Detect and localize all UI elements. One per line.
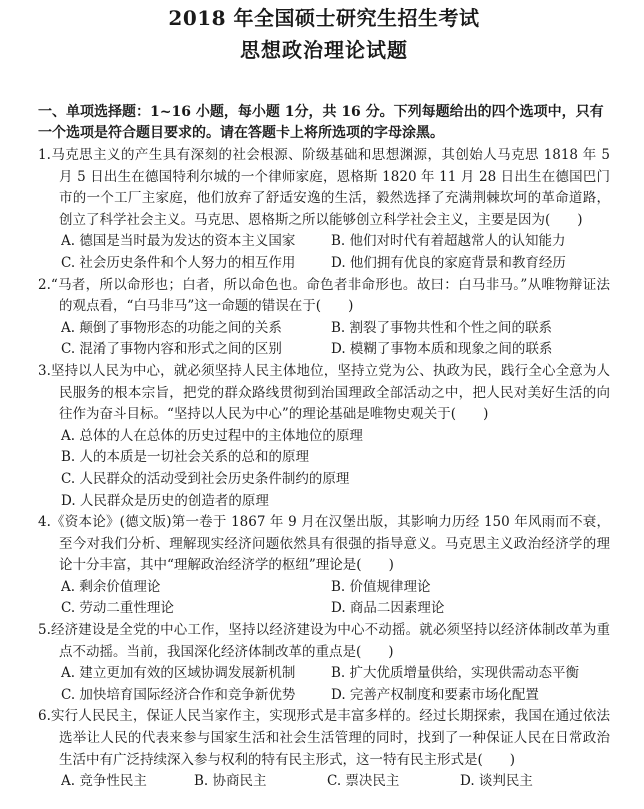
option-b[interactable]: B. 人的本质是一切社会关系的总和的原理: [61, 449, 310, 466]
question-2: [38, 275, 610, 361]
option-list: [38, 577, 610, 620]
option-list: [38, 426, 610, 512]
question-stem: [38, 145, 610, 231]
question-text: 实行人民民主，保证人民当家作主，实现形式是丰富多样的。经过长期探索，我国在通过依法选举让人民的代表来参与国家生活和社会生活管理的同时，找到了一种保证人民在日常政治生活中有广泛持续深入参与权利的特有民主形式，这一特有民主形式是( ): [50, 708, 610, 768]
question-number: 5.: [38, 622, 51, 639]
option-b[interactable]: B. 价值规律理论: [331, 578, 431, 595]
option-c[interactable]: C. 社会历史条件和个人努力的相互作用: [61, 254, 296, 271]
option-list: [38, 231, 610, 274]
question-number: 1.: [38, 147, 51, 163]
option-d[interactable]: D. 谈判民主: [460, 773, 533, 790]
option-a[interactable]: A. 颠倒了事物形态的功能之间的关系: [61, 319, 282, 336]
section-heading: 一、单项选择题：1~16 小题，每小题 1分，共 16 分。下列每题给出的四个选项中，只有一个选项是符合题目要求的。请在答题卡上将所选项的字母涂黑。: [38, 104, 604, 141]
option-c[interactable]: C. 劳动二重性理论: [61, 600, 174, 617]
option-b[interactable]: B. 割裂了事物共性和个性之间的联系: [331, 319, 553, 336]
option-c[interactable]: C. 人民群众的活动受到社会历史条件制约的原理: [61, 470, 350, 487]
question-number: 6.: [38, 708, 51, 725]
question-1: [38, 145, 610, 275]
question-stem: [38, 706, 610, 771]
option-a[interactable]: A. 剩余价值理论: [61, 578, 161, 595]
option-d[interactable]: D. 商品二因素理论: [331, 600, 445, 617]
question-text: 经济建设是全党的中心工作，坚持以经济建设为中心不动摇。就必须坚持以经济体制改革为重点不动摇。当前，我国深化经济体制改革的重点是( ): [50, 622, 610, 660]
option-a[interactable]: A. 德国是当时最为发达的资本主义国家: [61, 233, 296, 250]
option-d[interactable]: D. 完善产权制度和要素市场化配置: [331, 686, 539, 703]
question-stem: [38, 620, 610, 663]
question-number: 2.: [38, 276, 51, 293]
exam-title: 2018 年全国硕士研究生招生考试: [168, 6, 480, 30]
question-text: 坚持以人民为中心，就必须坚持人民主体地位，坚持立党为公、执政为民，践行全心全意为人民服务的根本宗旨，把党的群众路线贯彻到治国理政全部活动之中，把人民对美好生活的向往作为奋斗目标。“坚持以人民为中心”的理论基础是唯物史观关于( ): [50, 362, 610, 423]
question-stem: [38, 275, 610, 318]
question-stem: [38, 512, 610, 577]
option-c[interactable]: C. 混淆了事物内容和形式之间的区别: [61, 341, 282, 358]
question-list: [38, 145, 610, 793]
option-a[interactable]: A. 建立更加有效的区域协调发展新机制: [61, 665, 296, 682]
question-text: 马克思主义的产生具有深刻的社会根源、阶级基础和思想渊源，其创始人马克思 1818 年 5 月 5 日出生在德国特利尔城的一个律师家庭，恩格斯 1820 年 11 月 28 日出生在德国巴门市的一个工厂主家庭，他们放弃了舒适安逸的生活，毅然选择了充满荆棘坎坷的革命道路，创立了科学社会主义。马克思、恩格斯之所以能够创立科学社会主义，主要是因为( ): [50, 147, 610, 228]
question-3: [38, 361, 610, 512]
option-list: [38, 663, 610, 706]
option-c[interactable]: C. 加快培育国际经济合作和竞争新优势: [61, 686, 296, 703]
option-c[interactable]: C. 票决民主: [327, 773, 400, 790]
question-text: “马者，所以命形也；白者，所以命色也。命色者非命形也。故曰：白马非马。”从唯物辩证法的观点看，“白马非马”这一命题的错误在于( ): [50, 276, 610, 315]
question-5: [38, 620, 610, 706]
option-d[interactable]: D. 模糊了事物本质和现象之间的联系: [331, 341, 553, 358]
option-list: [38, 318, 610, 361]
question-number: 4.: [38, 514, 51, 531]
option-a[interactable]: A. 总体的人在总体的历史过程中的主体地位的原理: [61, 427, 363, 444]
option-d[interactable]: D. 他们拥有优良的家庭背景和教育经历: [331, 254, 566, 271]
exam-subtitle: 思想政治理论试题: [240, 38, 408, 62]
option-b[interactable]: B. 他们对时代有着超越常人的认知能力: [331, 233, 566, 250]
option-a[interactable]: A. 竞争性民主: [61, 773, 147, 790]
question-number: 3.: [38, 362, 51, 379]
question-stem: [38, 361, 610, 426]
option-list: [38, 771, 610, 793]
option-d[interactable]: D. 人民群众是历史的创造者的原理: [61, 492, 269, 509]
question-6: [38, 706, 610, 792]
question-text: 《资本论》(德文版)第一卷于 1867 年 9 月在汉堡出版，其影响力历经 150 年风雨而不衰，至今对我们分析、理解现实经济问题依然具有很强的指导意义。马克思主义政治经济学的理论十分丰富，其中“理解政治经济学的枢纽”理论是( ): [50, 514, 610, 574]
option-b[interactable]: B. 协商民主: [194, 773, 267, 790]
question-4: [38, 512, 610, 620]
option-b[interactable]: B. 扩大优质增量供给，实现供需动态平衡: [331, 665, 580, 682]
